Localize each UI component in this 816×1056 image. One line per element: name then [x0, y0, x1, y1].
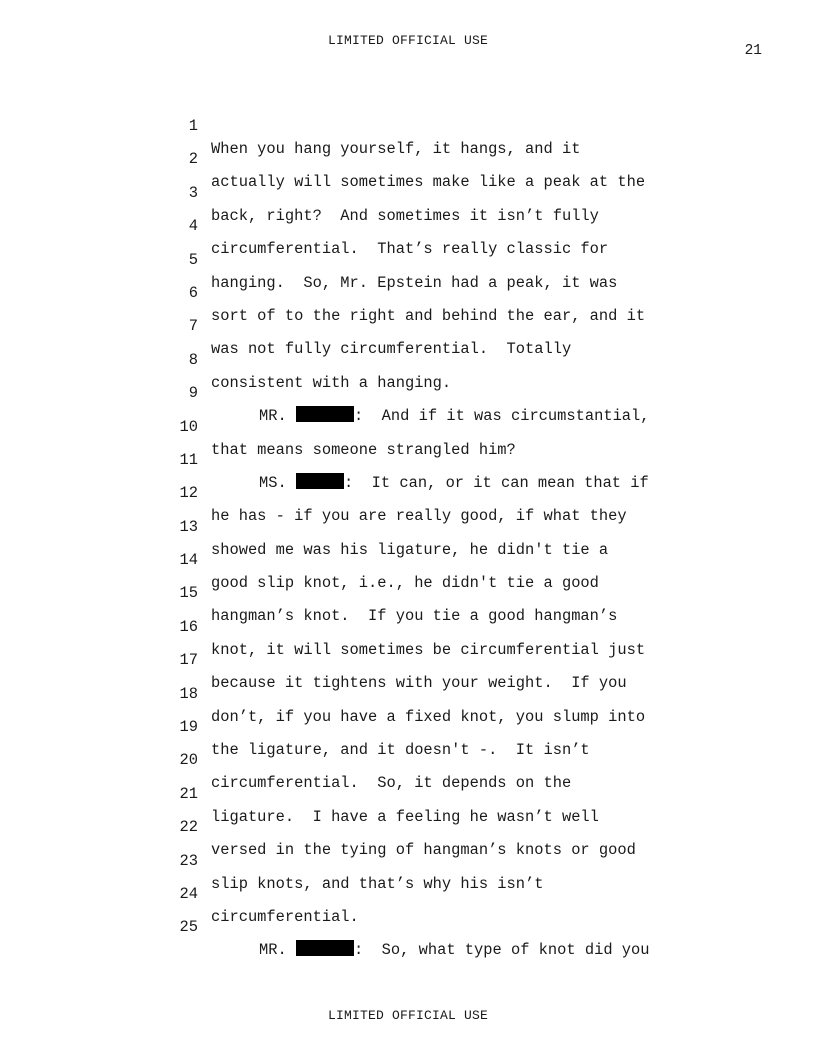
line-text: When you hang yourself, it hangs, and it	[211, 140, 581, 158]
line-number: 9	[188, 384, 198, 403]
line-text: good slip knot, i.e., he didn't tie a good	[211, 574, 599, 593]
line-text: showed me was his ligature, he didn't tie a	[211, 540, 609, 559]
line-text: actually will sometimes make like a peak at the	[211, 173, 646, 192]
transcript-line	[0, 793, 816, 860]
line-number: 25	[179, 918, 198, 937]
line-text: slip knots, and that’s why his isn’t	[211, 874, 544, 893]
line-number: 14	[179, 551, 198, 570]
line-text: the ligature, and it doesn't -. It isn’t	[211, 741, 590, 760]
line-text: ligature. I have a feeling he wasn’t well	[211, 807, 599, 826]
transcript-line	[0, 860, 816, 926]
redaction-box	[296, 940, 354, 956]
transcript-line	[0, 760, 816, 826]
line-number: 1	[188, 117, 198, 135]
line-text: : So, what type of knot did you	[353, 941, 650, 960]
classification-footer: LIMITED OFFICIAL USE	[327, 1008, 489, 1023]
line-number: 17	[179, 651, 198, 670]
transcript-line	[0, 526, 816, 593]
transcript-line	[0, 393, 816, 459]
line-text: back, right? And sometimes it isn’t fully	[211, 206, 599, 225]
line-number: 2	[188, 150, 198, 169]
classification-header: LIMITED OFFICIAL USE	[327, 33, 489, 48]
transcript-line	[0, 292, 816, 359]
transcript-line	[0, 259, 816, 325]
speaker-title: MS.	[259, 473, 287, 492]
page-number: 21	[744, 43, 762, 59]
transcript-line	[0, 593, 816, 659]
line-text: that means someone strangled him?	[211, 440, 516, 459]
speaker-title: MR.	[259, 941, 287, 960]
transcript-line	[0, 559, 816, 626]
transcript-line	[0, 92, 816, 158]
transcript-line	[0, 226, 816, 292]
line-number: 12	[179, 484, 198, 503]
line-number: 4	[188, 217, 198, 236]
line-number: 22	[179, 818, 198, 837]
line-text: was not fully circumferential. Totally	[211, 340, 572, 359]
transcript-line	[0, 192, 816, 259]
transcript-body	[0, 92, 816, 960]
line-text: he has - if you are really good, if what they	[211, 507, 627, 526]
line-number: 19	[179, 718, 198, 737]
line-number: 13	[179, 517, 198, 536]
transcript-line	[0, 326, 816, 392]
line-number: 3	[188, 183, 198, 202]
line-number: 21	[179, 784, 198, 803]
speaker-title: MR.	[259, 407, 287, 426]
line-text: knot, it will sometimes be circumferential just	[211, 640, 646, 659]
transcript-line	[0, 459, 816, 526]
transcript-line	[0, 726, 816, 793]
line-text: don’t, if you have a fixed knot, you slump into	[211, 707, 646, 726]
line-text: consistent with a hanging.	[211, 373, 452, 392]
line-number: 11	[179, 450, 198, 469]
line-number: 16	[179, 617, 198, 636]
transcript-line	[0, 660, 816, 726]
transcript-line	[0, 626, 816, 693]
line-text: circumferential. That’s really classic for	[211, 240, 609, 259]
transcript-line	[0, 159, 816, 225]
line-text: because it tightens with your weight. If you	[211, 674, 627, 693]
line-text: : It can, or it can mean that if	[343, 473, 649, 492]
transcript-line-speaker	[0, 426, 816, 492]
line-number: 23	[179, 851, 198, 870]
transcript-line	[0, 493, 816, 559]
line-number: 8	[188, 350, 198, 369]
line-number: 24	[179, 884, 198, 903]
line-text: versed in the tying of hangman’s knots or good	[211, 841, 636, 860]
line-number: 10	[179, 417, 198, 436]
line-text: hanging. So, Mr. Epstein had a peak, it was	[211, 273, 618, 292]
line-number: 5	[188, 250, 198, 269]
line-number: 15	[179, 584, 198, 603]
line-text: circumferential. So, it depends on the	[211, 774, 572, 793]
line-number: 7	[188, 317, 198, 336]
line-text: sort of to the right and behind the ear, and it	[211, 306, 646, 325]
line-number: 18	[179, 684, 198, 703]
transcript-line	[0, 125, 816, 192]
transcript-line-speaker	[0, 893, 816, 960]
line-number: 20	[179, 751, 198, 770]
speaker-line	[211, 939, 650, 962]
line-text: : And if it was circumstantial,	[353, 407, 650, 426]
line-text: circumferential.	[211, 907, 359, 926]
transcript-line-speaker	[0, 359, 816, 426]
line-number: 6	[188, 283, 198, 302]
transcript-line	[0, 693, 816, 760]
line-text: hangman’s knot. If you tie a good hangman’s	[211, 607, 618, 626]
transcript-line	[0, 827, 816, 893]
